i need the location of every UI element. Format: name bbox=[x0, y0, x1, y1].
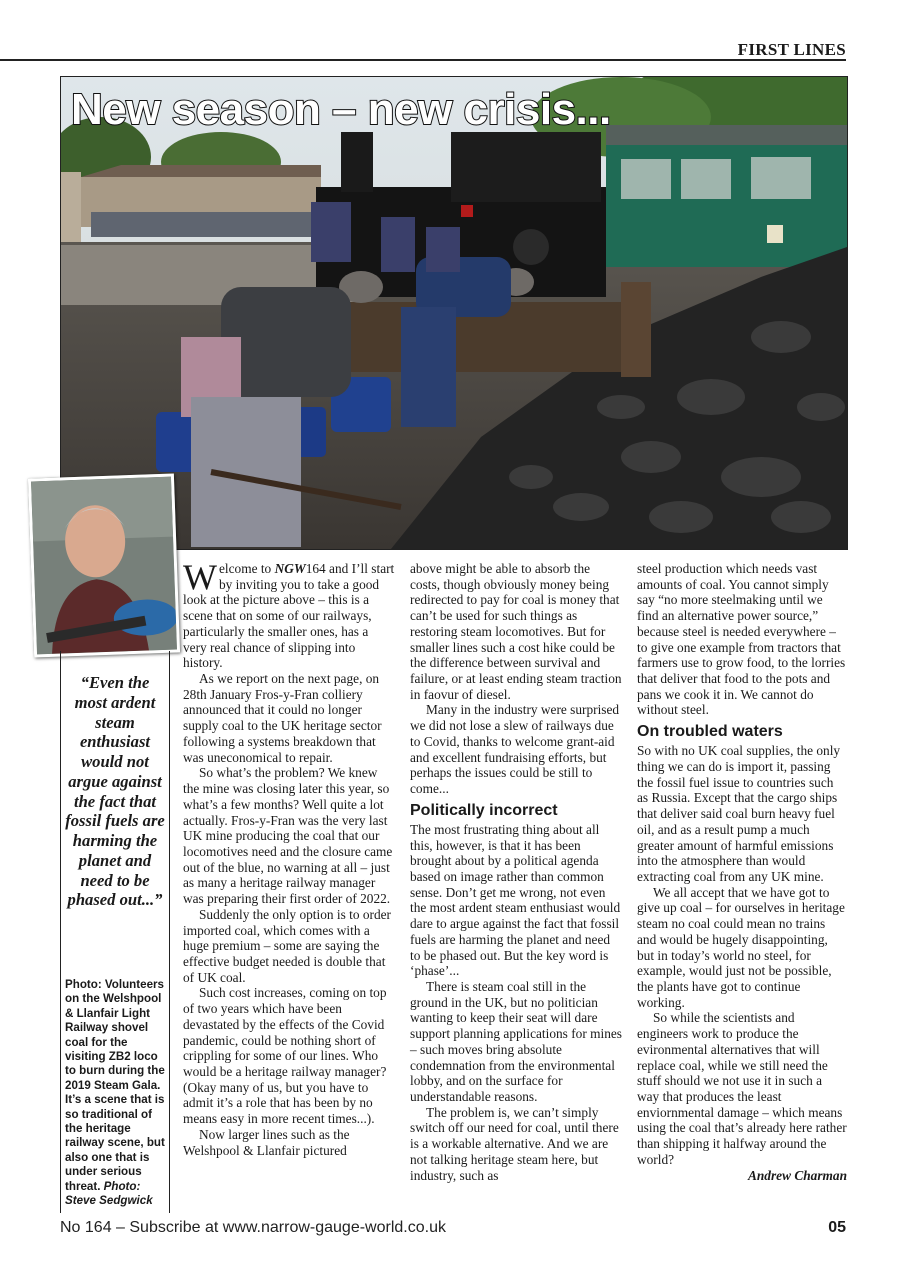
paragraph: The problem is, we can’t simply switch off our need for coal, until there is a workable alternative. And we are not talking heritage steam here, but industry, such as bbox=[410, 1104, 619, 1183]
paragraph: As we report on the next page, on 28th January Fros-y-Fran colliery announced that it could no longer supply coal to the UK heritage sector following a systems breakdown that was uneconomical to repair. bbox=[183, 671, 382, 765]
paragraph: So while the scientists and engineers work to produce the evironmental alternatives that will replace coal, while we still need the stuff should we not use it in such a way that produces the least enviornmental damage – which means using the coal that’s already here rather than shipping it halfway around the world? bbox=[637, 1010, 847, 1167]
article-column-2 bbox=[410, 561, 622, 1183]
hero-photo bbox=[60, 76, 848, 550]
paragraph: So with no UK coal supplies, the only thing we can do is import it, passing the fossil fuel issue to countries such as Russia. Except that the cargo ships that deliver said coal burn heavy fuel oil, and as a result pump a much greater amount of harmful emissions into the atmosphere than would extracting coal from any UK mine. bbox=[637, 743, 841, 884]
footer-subscribe: No 164 – Subscribe at www.narrow-gauge-world.co.uk bbox=[60, 1219, 446, 1236]
author-portrait-illustration bbox=[31, 477, 177, 655]
subheading-on-troubled-waters: On troubled waters bbox=[637, 723, 783, 741]
article-column-1 bbox=[183, 557, 395, 1158]
hero-photo-illustration bbox=[61, 77, 847, 549]
paragraph: We all accept that we have got to give up coal – for ourselves in heritage steam no coal could mean no trains and would be hugely disappointing, but in today’s world no steel, for example, would just not be possible, the plants have got to continue working. bbox=[637, 884, 845, 1010]
paragraph: Now larger lines such as the Welshpool & Llanfair pictured bbox=[183, 1126, 350, 1158]
subheading-politically-incorrect: Politically incorrect bbox=[410, 801, 558, 819]
article-column-3 bbox=[637, 561, 847, 1183]
photo-caption bbox=[65, 978, 165, 1209]
paragraph: So what’s the problem? We knew the mine was closing later this year, so what’s a few months? Well quite a lot actually. Fros-y-Fran was the very last UK mine producing the coal that our locomotives need and the closure came out of the blue, no warning at all – just as many a heritage railway manager was preparing their first order of 2022. bbox=[183, 765, 393, 907]
pull-quote: “Even the most ardent steam enthusiast would not argue against the fact that fossil fuels are harming the planet and need to be phased out...” bbox=[65, 673, 165, 910]
page-number: 05 bbox=[828, 1219, 846, 1236]
author-byline: Andrew Charman bbox=[747, 1167, 847, 1183]
headline: New season – new crisis... bbox=[71, 85, 611, 134]
author-portrait bbox=[28, 474, 180, 658]
paragraph: Such cost increases, coming on top of two years which have been devastated by the effects of the Covid pandemic, could be nothing short of crippling for some of our lines. Who would be a heritage railway manager? (Okay many of us, but you have to admit it’s a role that has been by no means easy in more recent times...). bbox=[183, 985, 387, 1127]
section-label: FIRST LINES bbox=[737, 40, 846, 59]
paragraph: Many in the industry were surprised we did not lose a slew of railways due to Covid, thanks to welcome grant-aid and excellent fundraising efforts, but perhaps the issues could be still to come... bbox=[410, 702, 620, 797]
sidebar bbox=[60, 651, 170, 1213]
paragraph: The most frustrating thing about all this, however, is that it has been brought about by a political agenda based on image rather than common sense. Don’t get me wrong, not even the most ardent steam enthusiast would dare to argue against the fact that fossil fuels are harming the planet and need to be phased out. But the key word is ‘phase’... bbox=[410, 821, 621, 979]
caption-credit: Photo: Steve Sedgwick bbox=[65, 1179, 153, 1208]
paragraph: steel production which needs vast amounts of coal. You cannot simply say “no more steelmaking until we find an alternative power source,” because steel is needed everywhere – to give one example from tractors that farmers use to grow food, to the lorries that deliver that food to the pots and pans we cook it in. We cannot do without steel. bbox=[637, 561, 846, 718]
paragraph: Suddenly the only option is to order imported coal, which comes with a huge premium – some are saying the effective budget needed is double that of UK coal. bbox=[183, 906, 391, 985]
intro-text: elcome to bbox=[218, 561, 275, 576]
paragraph: There is steam coal still in the ground in the UK, but no politician wanting to keep their seat will dare support planning applications for mines – such moves bring absolute condemnation from the environmental lobby, and on the surface for understandable reasons. bbox=[410, 978, 622, 1104]
paragraph: above might be able to absorb the costs, though obviously money being redirected to pay for coal is money that can’t be used for such things as restoring steam locomotives. But for smaller lines such a cost hike could be the difference between survival and failure, or at least ending steam traction in faovur of diesel. bbox=[410, 561, 622, 702]
drop-cap: W bbox=[183, 557, 217, 597]
intro-paragraph bbox=[183, 557, 395, 671]
intro-text-cont: 164 and I’ll start by inviting you to take a good look at the picture above – this is a scene that on some of our railways, particularly the smaller ones, has a very real chance of slipping into history. bbox=[183, 561, 395, 671]
caption-text: Photo: Volunteers on the Welshpool & Llanfair Light Railway shovel coal for the visiting ZB2 loco to burn during the 2019 Steam Gala. It’s a scene that is so traditional of the heritage railway scene, but also one that is under serious threat. bbox=[65, 978, 165, 1193]
header-rule bbox=[0, 59, 846, 61]
magazine-abbrev: NGW bbox=[274, 561, 306, 576]
